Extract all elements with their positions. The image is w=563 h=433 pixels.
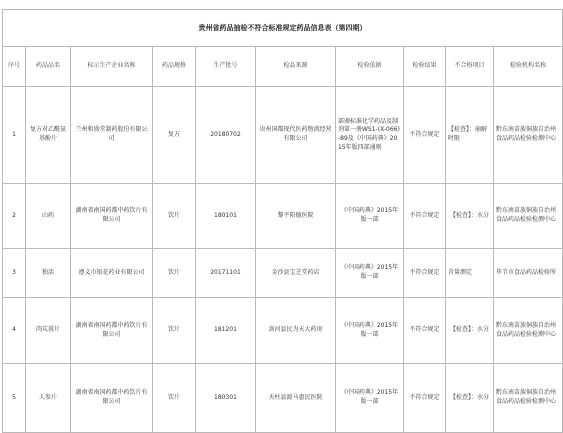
table-title-row [3,10,563,47]
cell-source: 天柱县渡马惠民医院 [256,364,336,433]
cell-basis: 《中国药典》2015年版一部 [336,249,404,298]
cell-drug-name: 山药 [26,184,71,249]
cell-manufacturer: 湖南省南国药都中药饮片有限公司 [71,364,153,433]
table-row [3,364,563,433]
cell-source: 剑河县民为天大药房 [256,298,336,364]
cell-lab: 黔东南苗族侗族自治州食品药品检验检测中心 [494,184,563,249]
header-batch: 生产批号 [196,47,256,87]
cell-spec: 饮片 [153,184,196,249]
cell-failed-item: 【检查】：崩解时限 [446,87,494,184]
cell-basis: 《中国药典》2015年版一部 [336,298,404,364]
cell-batch: 20171101 [196,249,256,298]
cell-batch: 181201 [196,298,256,364]
cell-result: 不符合规定 [404,364,446,433]
cell-lab: 黔东南苗族侗族自治州食品药品检验检测中心 [494,364,563,433]
table-header-row [3,47,563,87]
table-title: 贵州省药品抽检不符合标准规定药品信息表（第四期） [3,10,563,47]
cell-spec: 复方 [153,87,196,184]
cell-lab: 黔东南苗族侗族自治州食品药品检验检测中心 [494,298,563,364]
cell-basis: 《中国药典》2015年版一部 [336,184,404,249]
header-manufacturer: 标示生产企业名称 [71,47,153,87]
cell-lab: 毕节市食品药品检验所 [494,249,563,298]
cell-manufacturer: 湖南省南国药都中药饮片有限公司 [71,298,153,364]
cell-no: 4 [3,298,26,364]
cell-drug-name: 人参片 [26,364,71,433]
cell-failed-item: 【检查】：水分 [446,364,494,433]
cell-source: 贵州国都现代医药物流经营有限公司 [256,87,336,184]
cell-source: 黎平阳德医院 [256,184,336,249]
cell-basis: 《中国药典》2015年版一部 [336,364,404,433]
table-row [3,184,563,249]
cell-no: 2 [3,184,26,249]
cell-failed-item: 【检查】：水分 [446,298,494,364]
cell-manufacturer: 湖南省南国药都中药饮片有限公司 [71,184,153,249]
cell-failed-item: 【检查】：水分 [446,184,494,249]
cell-drug-name: 独活 [26,249,71,298]
cell-drug-name: 肉苁蓉片 [26,298,71,364]
cell-manufacturer: 兰州和盛堂制药股份有限公司 [71,87,153,184]
cell-drug-name: 复方对乙酰氨基酚片 [26,87,71,184]
header-source: 检品来源 [256,47,336,87]
header-no: 序号 [3,47,26,87]
cell-result: 不符合规定 [404,87,446,184]
table-row [3,249,563,298]
table-row [3,87,563,184]
cell-spec: 饮片 [153,298,196,364]
header-drug-name: 药品品名 [26,47,71,87]
cell-spec: 饮片 [153,249,196,298]
cell-no: 3 [3,249,26,298]
cell-source: 金沙县宝芝堂药店 [256,249,336,298]
drug-inspection-table [2,9,563,433]
cell-no: 5 [3,364,26,433]
header-result: 检验结果 [404,47,446,87]
cell-failed-item: 含量测定 [446,249,494,298]
cell-batch: 180301 [196,364,256,433]
cell-manufacturer: 遵义市银花药业有限公司 [71,249,153,298]
cell-basis: 部颁标准化学药品及制剂第一册WS1-(X-066)-89及《中国药典》2015年版四部通则 [336,87,404,184]
table-row [3,298,563,364]
cell-lab: 黔东南苗族侗族自治州食品药品检验检测中心 [494,87,563,184]
header-spec: 药品规格 [153,47,196,87]
cell-result: 不符合规定 [404,298,446,364]
cell-result: 不符合规定 [404,184,446,249]
header-lab: 检验机构名称 [494,47,563,87]
cell-result: 不符合规定 [404,249,446,298]
cell-no: 1 [3,87,26,184]
header-basis: 检验依据 [336,47,404,87]
cell-batch: 180101 [196,184,256,249]
header-failed-item: 不合格项目 [446,47,494,87]
cell-spec: 饮片 [153,364,196,433]
cell-batch: 20180702 [196,87,256,184]
